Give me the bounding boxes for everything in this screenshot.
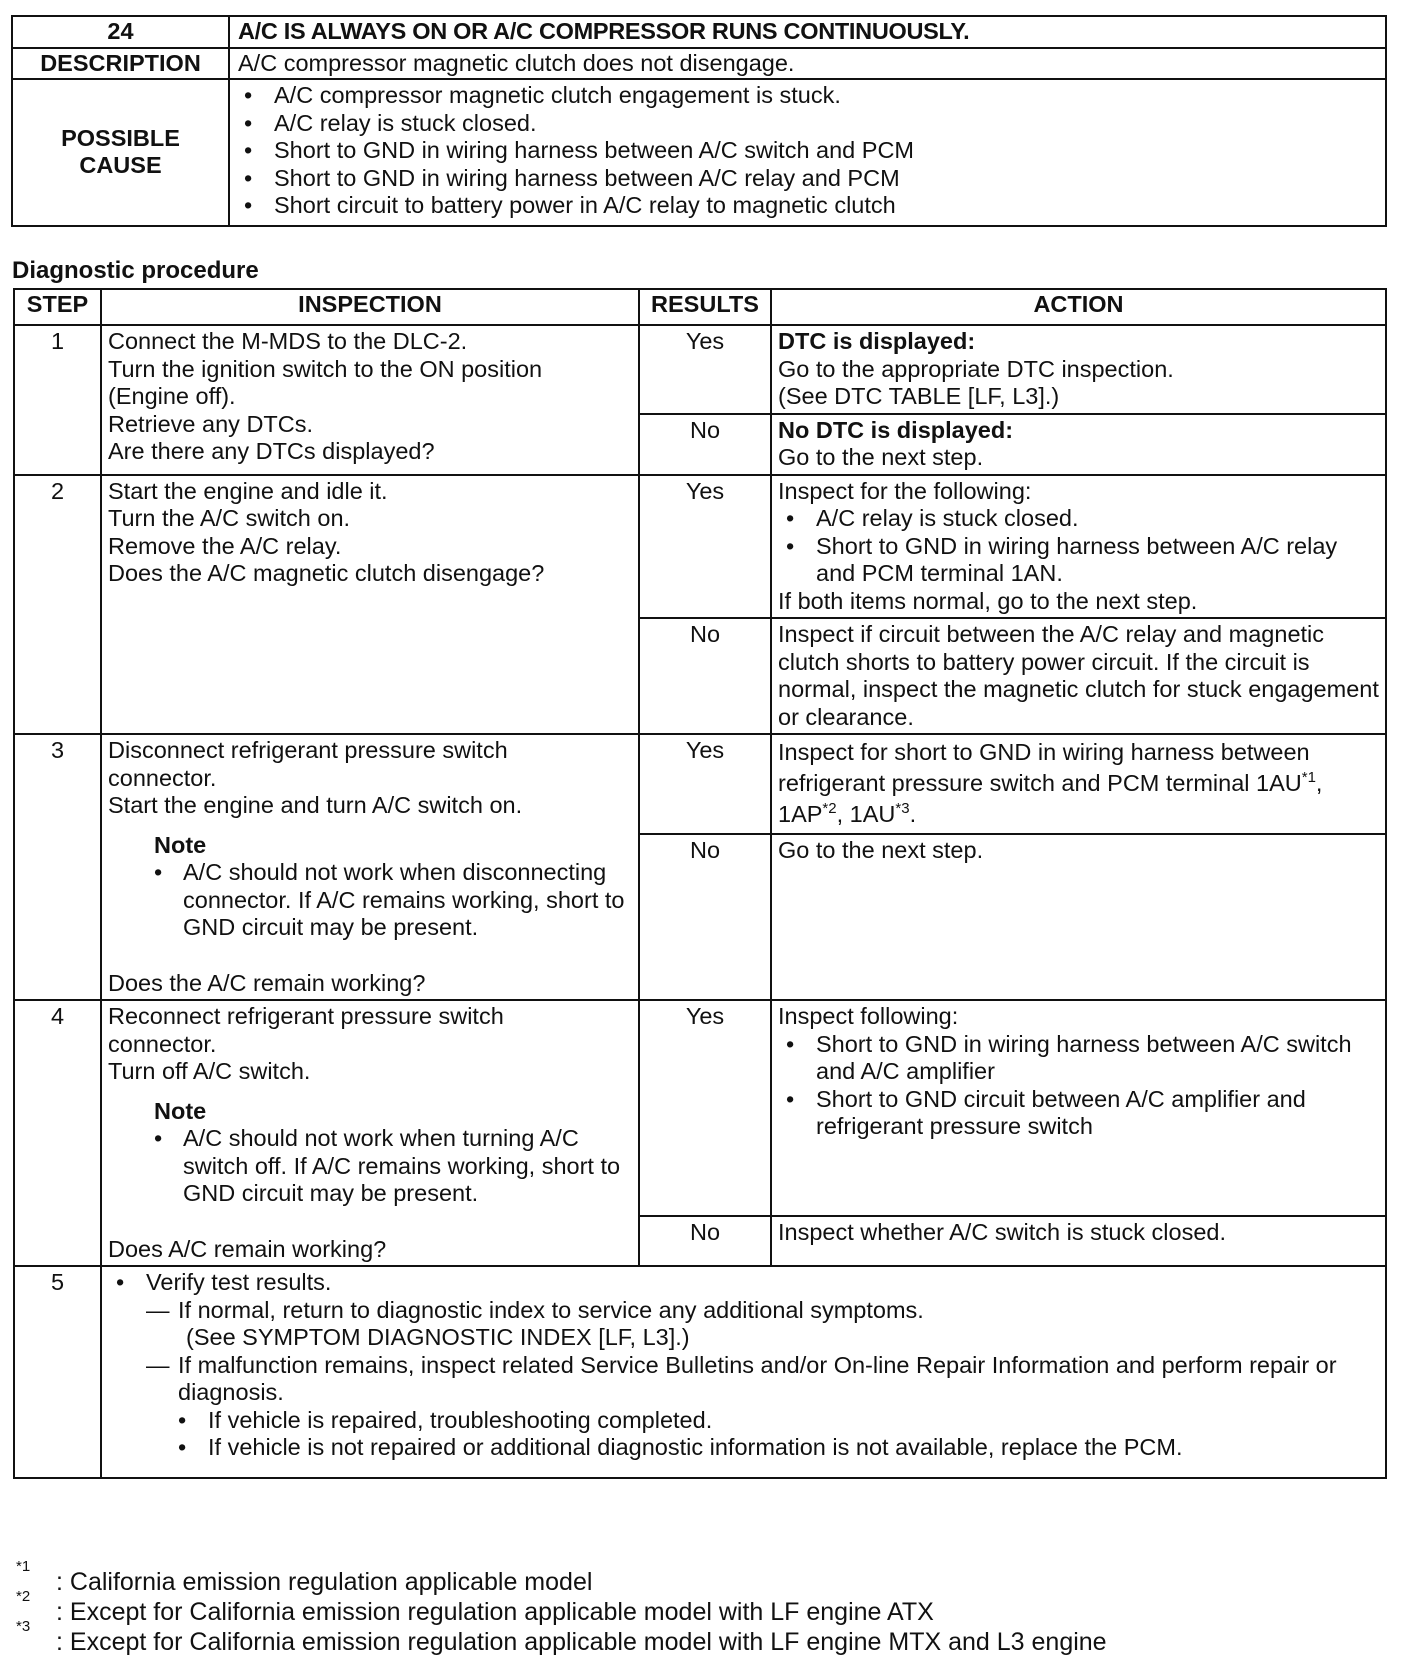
symptom-title: A/C IS ALWAYS ON OR A/C COMPRESSOR RUNS CONTINUOUSLY.: [229, 16, 1386, 48]
step-number: 2: [14, 475, 101, 735]
step-number: 4: [14, 1000, 101, 1266]
inspection-line: Start the engine and turn A/C switch on.: [108, 792, 523, 818]
step-1-yes-action: [771, 325, 1386, 414]
footnote-marker: *2: [822, 800, 837, 818]
result-yes: Yes: [639, 325, 771, 414]
step-5-bullet: • Verify test results.: [102, 1269, 1379, 1297]
action-intro: Inspect for the following:: [778, 477, 1032, 504]
step-number: 5: [14, 1266, 101, 1478]
step-4-yes-row: [14, 1000, 1386, 1216]
dash-text: If malfunction remains, inspect related Service Bulletins and/or On-line Repair Information and perform repair or diagnosis.: [178, 1351, 1337, 1405]
inspection-question: Does the A/C remain working?: [108, 969, 426, 996]
note-list: [108, 859, 632, 942]
dash-ref: (See SYMPTOM DIAGNOSTIC INDEX [LF, L3].): [186, 1324, 690, 1350]
action-heading: DTC is displayed:: [778, 328, 976, 354]
note-title: Note: [154, 1097, 207, 1124]
dash-text: If normal, return to diagnostic index to service any additional symptoms.: [178, 1296, 924, 1323]
action-text: ,: [1315, 770, 1323, 796]
cause-item: • Short to GND in wiring harness between A/C switch and PCM: [230, 137, 1385, 165]
description-text: A/C compressor magnetic clutch does not disengage.: [229, 48, 1386, 80]
step-5-row: [14, 1266, 1386, 1478]
header-step: STEP: [14, 289, 101, 325]
action-list: [778, 1031, 1379, 1141]
result-yes: Yes: [639, 734, 771, 834]
cause-item: • A/C compressor magnetic clutch engagement is stuck.: [230, 82, 1385, 110]
inspection-line: Disconnect refrigerant pressure switch: [108, 737, 508, 763]
inspection-line: Does the A/C magnetic clutch disengage?: [108, 560, 545, 586]
result-no: No: [639, 834, 771, 1000]
inspection-line: Remove the A/C relay.: [108, 532, 342, 559]
action-line: Go to the next step.: [778, 444, 984, 470]
step-2-inspection: [101, 475, 639, 735]
diagnostic-procedure-title: Diagnostic procedure: [12, 257, 259, 284]
dash-mark: —: [146, 1296, 170, 1323]
step-5-list: [102, 1269, 1379, 1297]
inspection-line: (Engine off).: [108, 383, 236, 409]
inspection-line: Turn the A/C switch on.: [108, 505, 351, 531]
possible-cause-cell: [229, 79, 1386, 226]
step-3-no-action: Go to the next step.: [771, 834, 1386, 1000]
action-text: .: [909, 801, 917, 827]
footnote-text: : Except for California emission regulation applicable model with LF engine ATX: [56, 1598, 934, 1626]
description-label: DESCRIPTION: [12, 48, 229, 80]
symptom-number: 24: [12, 16, 229, 48]
result-no: No: [639, 1216, 771, 1266]
sub-item: • If vehicle is not repaired or additional diagnostic information is not available, replace the PCM.: [102, 1434, 1379, 1462]
result-no: No: [639, 414, 771, 475]
cause-item: • A/C relay is stuck closed.: [230, 110, 1385, 138]
inspection-line: Turn off A/C switch.: [108, 1058, 311, 1084]
inspection-line: connector.: [108, 764, 217, 791]
step-3-yes-action: [771, 734, 1386, 834]
footnote-text: : California emission regulation applicable model: [56, 1568, 593, 1596]
header-inspection: INSPECTION: [101, 289, 639, 325]
inspection-line: Retrieve any DTCs.: [108, 410, 314, 437]
footnote-marker: *1: [1301, 769, 1316, 787]
action-intro: Inspect following:: [778, 1003, 959, 1029]
diagnostic-procedure-table: [13, 288, 1387, 1479]
action-list: [778, 505, 1379, 588]
action-item: • A/C relay is stuck closed.: [778, 505, 1379, 533]
step-4-no-action: Inspect whether A/C switch is stuck closed.: [771, 1216, 1386, 1266]
spacer: [108, 1208, 632, 1236]
symptom-header-row: [12, 16, 1386, 48]
inspection-line: connector.: [108, 1030, 217, 1057]
note-item: • A/C should not work when turning A/C switch off. If A/C remains working, short to GND circuit may be present.: [108, 1125, 632, 1208]
cause-item: • Short to GND in wiring harness between A/C relay and PCM: [230, 165, 1385, 193]
description-row: [12, 48, 1386, 80]
action-text: , 1AU: [836, 801, 896, 827]
action-outro: If both items normal, go to the next step.: [778, 587, 1198, 614]
inspection-line: Start the engine and idle it.: [108, 477, 388, 504]
step-5-sub-list: [102, 1407, 1379, 1462]
footnotes: [16, 1558, 1107, 1657]
step-2-yes-row: [14, 475, 1386, 619]
step-4-yes-action: [771, 1000, 1386, 1216]
footnote: *3 : Except for California emission regulation applicable model with LF engine MTX and L3 engine: [16, 1618, 1107, 1656]
inspection-line: Are there any DTCs displayed?: [108, 438, 435, 464]
step-1-yes-row: [14, 325, 1386, 414]
step-3-yes-row: [14, 734, 1386, 834]
action-line: (See DTC TABLE [LF, L3].): [778, 383, 1060, 409]
symptom-table: [11, 15, 1387, 227]
action-heading: No DTC is displayed:: [778, 416, 1014, 443]
step-2-no-action: Inspect if circuit between the A/C relay and magnetic clutch shorts to battery power circuit. If the circuit is normal, inspect the magnetic clutch for stuck engagement or clearance.: [771, 618, 1386, 734]
step-number: 1: [14, 325, 101, 475]
step-1-no-action: [771, 414, 1386, 475]
header-results: RESULTS: [639, 289, 771, 325]
sub-item: • If vehicle is repaired, troubleshooting completed.: [102, 1407, 1379, 1435]
step-1-inspection: [101, 325, 639, 475]
note-item: • A/C should not work when disconnecting connector. If A/C remains working, short to GND circuit may be present.: [108, 859, 632, 942]
possible-cause-label: POSSIBLE CAUSE: [12, 79, 229, 226]
footnote: *1 : California emission regulation applicable model: [16, 1558, 593, 1596]
possible-cause-list: [230, 82, 1385, 220]
step-3-inspection: [101, 734, 639, 1000]
procedure-header-row: [14, 289, 1386, 325]
header-action: ACTION: [771, 289, 1386, 325]
action-line: Go to the appropriate DTC inspection.: [778, 355, 1174, 382]
action-text: Inspect for short to GND in wiring harness between refrigerant pressure switch and PCM terminal 1AU: [778, 739, 1310, 796]
note-title: Note: [154, 831, 207, 858]
inspection-question: Does A/C remain working?: [108, 1235, 387, 1262]
footnote-marker: *3: [895, 800, 910, 818]
step-4-inspection: [101, 1000, 639, 1266]
result-no: No: [639, 618, 771, 734]
action-text: 1AP: [778, 801, 823, 827]
step-5-dash-item: [102, 1352, 1379, 1407]
result-yes: Yes: [639, 475, 771, 619]
cause-item: • Short circuit to battery power in A/C relay to magnetic clutch: [230, 192, 1385, 220]
action-item: • Short to GND in wiring harness between A/C relay and PCM terminal 1AN.: [778, 533, 1379, 588]
inspection-line: Reconnect refrigerant pressure switch: [108, 1003, 504, 1029]
step-number: 3: [14, 734, 101, 1000]
inspection-line: Connect the M-MDS to the DLC-2.: [108, 328, 468, 354]
action-item: • Short to GND circuit between A/C amplifier and refrigerant pressure switch: [778, 1086, 1379, 1141]
footnote: *2 : Except for California emission regulation applicable model with LF engine ATX: [16, 1588, 934, 1626]
footnote-text: : Except for California emission regulation applicable model with LF engine MTX and L3 engine: [56, 1628, 1107, 1656]
inspection-line: Turn the ignition switch to the ON position: [108, 355, 543, 382]
result-yes: Yes: [639, 1000, 771, 1216]
action-item: • Short to GND in wiring harness between A/C switch and A/C amplifier: [778, 1031, 1379, 1086]
possible-cause-row: [12, 79, 1386, 226]
spacer: [108, 942, 632, 970]
note-list: [108, 1125, 632, 1208]
step-5-content: [101, 1266, 1386, 1478]
step-5-dash-item: [102, 1297, 1379, 1352]
dash-mark: —: [146, 1351, 170, 1378]
step-2-yes-action: [771, 475, 1386, 619]
